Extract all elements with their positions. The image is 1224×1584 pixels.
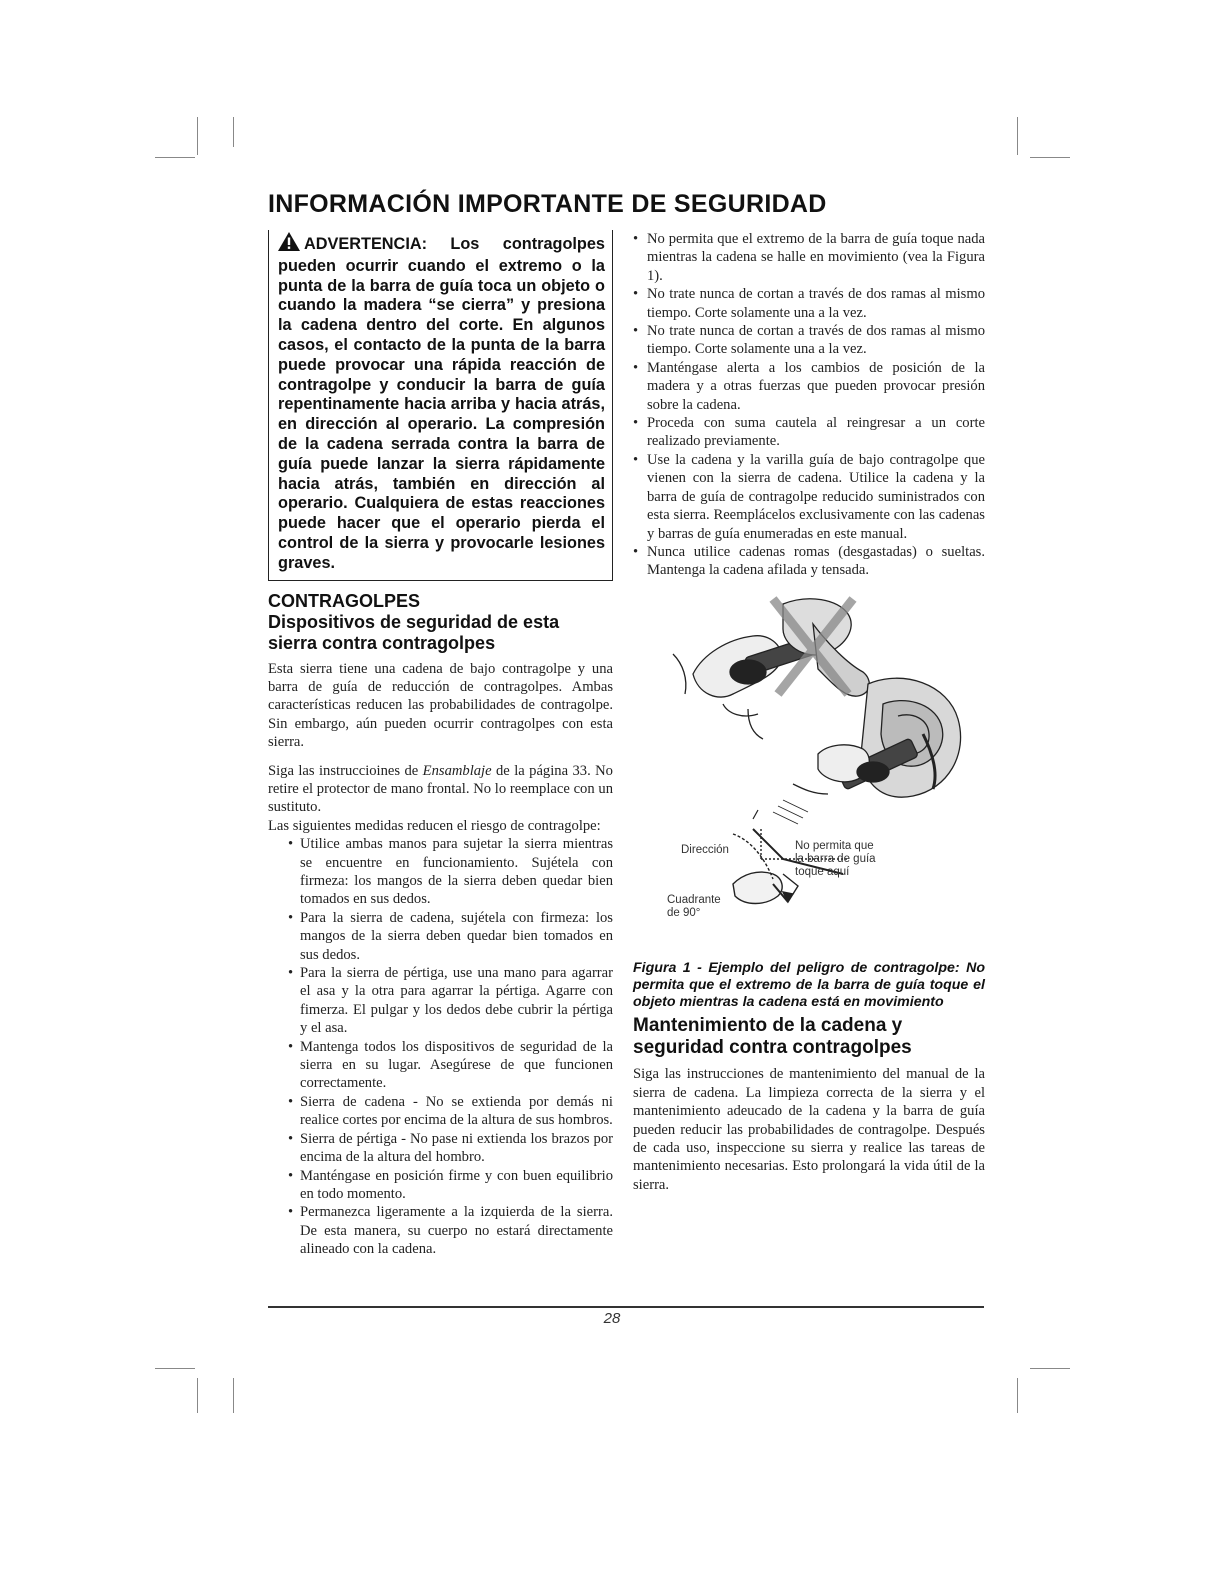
warning-triangle-icon [278,232,300,257]
list-item: • Nunca utilice cadenas romas (desgastadas) o sueltas. Mantenga la cadena afilada y tensada. [633,543,985,580]
list-item: • Manténgase en posición firme y con buen equilibrio en todo momento. [288,1167,613,1204]
list-item: • No trate nunca de cortan a través de dos ramas al mismo tiempo. Corte solamente una a la vez. [633,322,985,359]
right-column [633,230,985,1200]
sub-heading-safety-devices: Dispositivos de seguridad de esta sierra contra contragolpes [268,611,560,653]
crop-mark-bottom-left-v2 [233,1378,234,1413]
list-item: • Manténgase alerta a los cambios de posición de la madera y a otras fuerzas que pueden provocar presión sobre la cadena. [633,359,985,414]
list-item: • Use la cadena y la varilla guía de bajo contragolpe que vienen con la sierra de cadena. Utilice la cadena y la barra de guía de contragolpe reducido suministrados con esta sierra. Reemplácelos exclusivamente con las cadenas y barras de guía enumeradas en este manual. [633,451,985,543]
list-item: • Proceda con suma cautela al reingresar a un corte realizado previamente. [633,414,985,451]
page-number: 28 [603,1310,621,1327]
measures-intro: Las siguientes medidas reducen el riesgo de contragolpe: [268,817,601,834]
list-item: • Para la sierra de cadena, sujétela con firmeza: los mangos de la sierra deben quedar bien tomados en sus dedos. [288,909,613,964]
list-item: • Permanezca ligeramente a la izquierda de la sierra. De esta manera, su cuerpo no estará directamente alineado con la cadena. [288,1203,613,1258]
warning-box [268,230,613,581]
crop-mark-bottom-left-v1 [197,1378,198,1413]
warning-paragraph [278,232,605,574]
saw-illustration-bottom [793,678,961,797]
figure-label-no-touch-1: No permita que [795,839,874,852]
crop-mark-top-left-v1 [197,117,198,155]
assembly-text-after: de la página 33. No retire el protector de mano frontal. No lo reemplace con un sustituto. [268,762,613,816]
page-title: INFORMACIÓN IMPORTANTE DE SEGURIDAD [268,190,827,218]
crop-mark-top-left-h [155,157,195,158]
warning-text: ADVERTENCIA: Los contragolpes pueden ocurrir cuando el extremo o la punta de la barra de guía toca un objeto o cuando la madera “se cierra” y presiona la cadena dentro del corte. En algunos casos, el contacto de la punta de la barra puede provocar una rápida reacción de contragolpe y conducir la barra de guía repentinamente hacia arriba y hacia atrás, en dirección al operario. La compresión de la cadena serrada contra la barra de guía puede lanzar la sierra rápidamente hacia atrás, también en dirección al operario. Cualquiera de estas reacciones puede hacer que el operario pierda el control de la sierra y provocarle lesiones graves. [278,235,605,572]
list-item: • No trate nunca de cortan a través de dos ramas al mismo tiempo. Corte solamente una a la vez. [633,285,985,322]
assembly-paragraph [268,762,613,817]
figure-label-quadrant-1: Cuadrante [667,893,721,906]
maintenance-paragraph: Siga las instrucciones de mantenimiento del manual de la sierra de cadena. La limpieza correcta de la sierra y el mantenimiento adeucado de la cadena y la barra de guía pueden reducir las probabilidades de contragolpe. Después de cada uso, inspeccione su sierra y realice las tareas de mantenimiento necesarias. Esto prolongará la vida útil de la sierra. [633,1066,985,1193]
list-item: • Para la sierra de pértiga, use una mano para agarrar el asa y la otra para agarrar la pértiga. Agarre con fimerza. El pulgar y los dedos debe cubrir la pértiga y el asa. [288,964,613,1038]
left-bullet-list [268,835,613,1258]
list-item: • Mantenga todos los dispositivos de seguridad de la sierra en su lugar. Asegúrese de que funcionen correctamente. [288,1038,613,1093]
figure-label-direction: Dirección [681,843,729,856]
crop-mark-bottom-right-v [1017,1378,1018,1413]
intro-paragraph: Esta sierra tiene una cadena de bajo contragolpe y una barra de guía de reducción de contragolpes. Ambas características reducen las probabilidades de contragolpe. Sin embargo, aún pueden ocurrir contragolpes con esta sierra. [268,660,613,751]
right-bullet-list [633,230,985,580]
list-item: • No permita que el extremo de la barra de guía toque nada mientras la cadena se halle en movimiento (vea la Figura 1). [633,230,985,285]
maintenance-heading: Mantenimiento de la cadena y seguridad contra contragolpes [633,1015,912,1059]
figure-label-no-touch-2: la barra de guía [795,852,876,865]
crop-mark-bottom-right-h [1030,1368,1070,1369]
assembly-link-text: Ensamblaje [422,762,492,779]
figure-caption: Figura 1 - Ejemplo del peligro de contragolpe: No permita que el extremo de la barra de guía toque el objeto mientras la cadena está en movimiento [633,959,985,1011]
crop-mark-bottom-left-h [155,1368,195,1369]
footer-rule [268,1306,984,1308]
crop-mark-top-right-v [1017,117,1018,155]
list-item: • Utilice ambas manos para sujetar la sierra mientras se encuentre en funcionamiento. Sujételа con firmeza: los mangos de la sierra deben quedar bien tomados en sus dedos. [288,835,613,909]
assembly-text-before: Siga las instruccioines de [268,762,423,779]
crop-mark-top-right-h [1030,157,1070,158]
left-column [268,230,613,1259]
kickback-figure [633,584,985,954]
list-item: • Sierra de pértiga - No pase ni extienda los brazos por encima de la altura del hombro. [288,1130,613,1167]
list-item: • Sierra de cadena - No se extienda por demás ni realice cortes por encima de la altura de sus hombros. [288,1093,613,1130]
section-heading-contragolpes: CONTRAGOLPES [268,590,421,611]
figure-label-no-touch-3: toque aquí [795,865,850,878]
crop-mark-top-left-v2 [233,117,234,147]
figure-label-quadrant-2: de 90° [667,906,701,919]
